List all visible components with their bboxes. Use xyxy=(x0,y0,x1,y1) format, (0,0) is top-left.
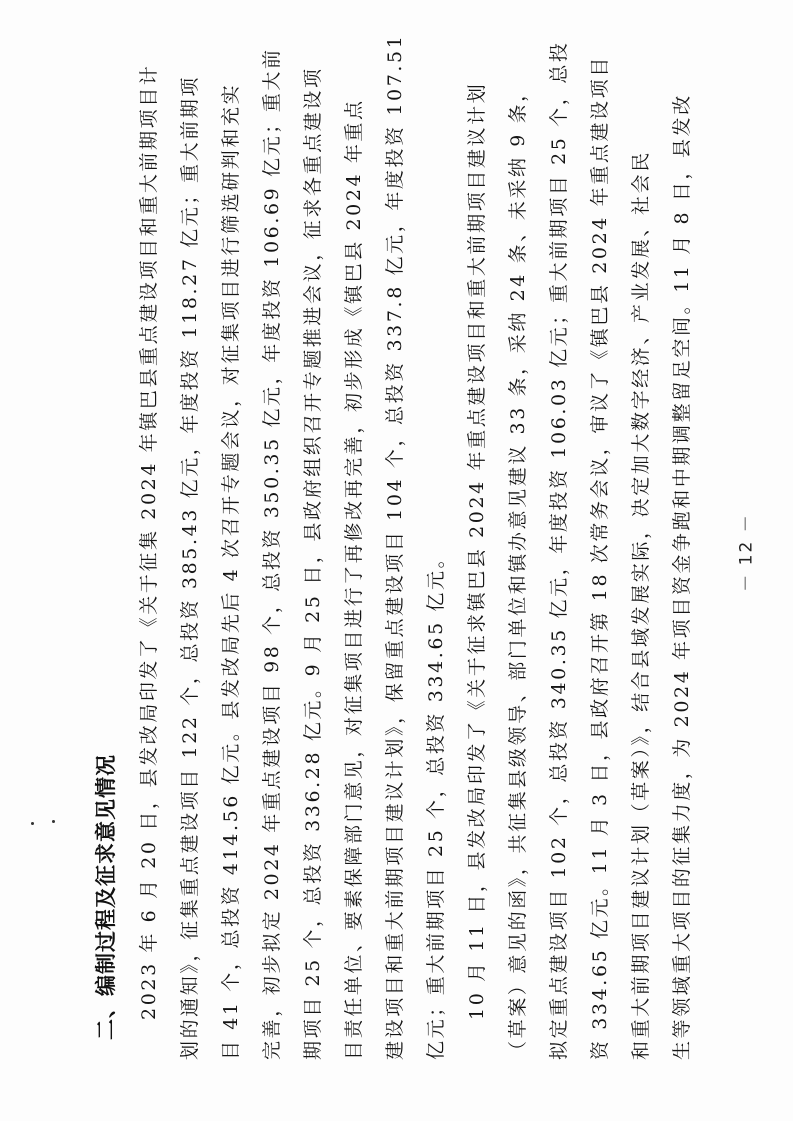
paragraph-2-line-1: 10 月 11 日，县发改局印发了《关于征求镇巴县 2024 年重点建设项目和重大前期项目建议计划 xyxy=(466,81,488,1020)
paragraph-2-line-6: 生等领域重大项目的征集力度，为 2024 年项目资金争跑和中期调整留足空间。11 月 8 日，县发改 xyxy=(671,93,693,1060)
page-number: － 12 － xyxy=(736,513,757,592)
paragraph-2-line-4: 资 334.65 亿元。11 月 3 日，县政府召开第 18 次常务会议，审议了《镇巴县 2024 年重点建设项目 xyxy=(589,55,611,1060)
paragraph-1-line-1: 2023 年 6 月 20 日，县发改局印发了《关于征集 2024 年镇巴县重点建设项目和重大前期项目计 xyxy=(138,63,160,1020)
paragraph-2-line-3: 拟定重点建设项目 102 个，总投资 340.35 亿元，年度投资 106.03 亿元；重大前期项目 25 个，总投 xyxy=(548,40,570,1060)
section-heading: 二、编制过程及征求意见情况 xyxy=(94,754,118,1040)
paragraph-1-line-5: 期项目 25 个，总投资 336.28 亿元。9 月 25 日，县政府组织召开专题推进会议，征求各重点建设项 xyxy=(302,66,324,1060)
paragraph-1-line-6: 目责任单位、要素保障部门意见，对征集项目进行了再修改再完善，初步形成《镇巴县 2024 年重点 xyxy=(343,98,365,1060)
paragraph-1-line-3: 目 41 个，总投资 414.56 亿元。县发改局先后 4 次召开专题会议，对征集项目进行筛选研判和充实 xyxy=(220,82,242,1060)
paragraph-1-line-8: 亿元；重大前期项目 25 个，总投资 334.65 亿元。 xyxy=(425,546,447,1060)
rotated-text-block xyxy=(32,33,752,1060)
paragraph-1-line-2: 划的通知》，征集重点建设项目 122 个，总投资 385.43 亿元，年度投资 118.27 亿元；重大前期项 xyxy=(179,75,201,1060)
paragraph-1-line-7: 建设项目和重大前期项目建议计划》，保留重点建设项目 104 个，总投资 337.8 亿元，年度投资 107.51 xyxy=(384,33,406,1060)
paragraph-2-line-5: 和重大前期项目建议计划（草案）》，结合县域发展实际，决定加大数字经济、产业发展、社会民 xyxy=(630,150,652,1060)
paragraph-2-line-2: （草案）意见的函》，共征集县级领导、部门单位和镇办意见建议 33 条，采纳 24 条、未采纳 9 条， xyxy=(507,80,529,1060)
paragraph-1-line-4: 完善，初步拟定 2024 年重点建设项目 98 个，总投资 350.35 亿元，年度投资 106.69 亿元；重大前 xyxy=(261,47,283,1060)
